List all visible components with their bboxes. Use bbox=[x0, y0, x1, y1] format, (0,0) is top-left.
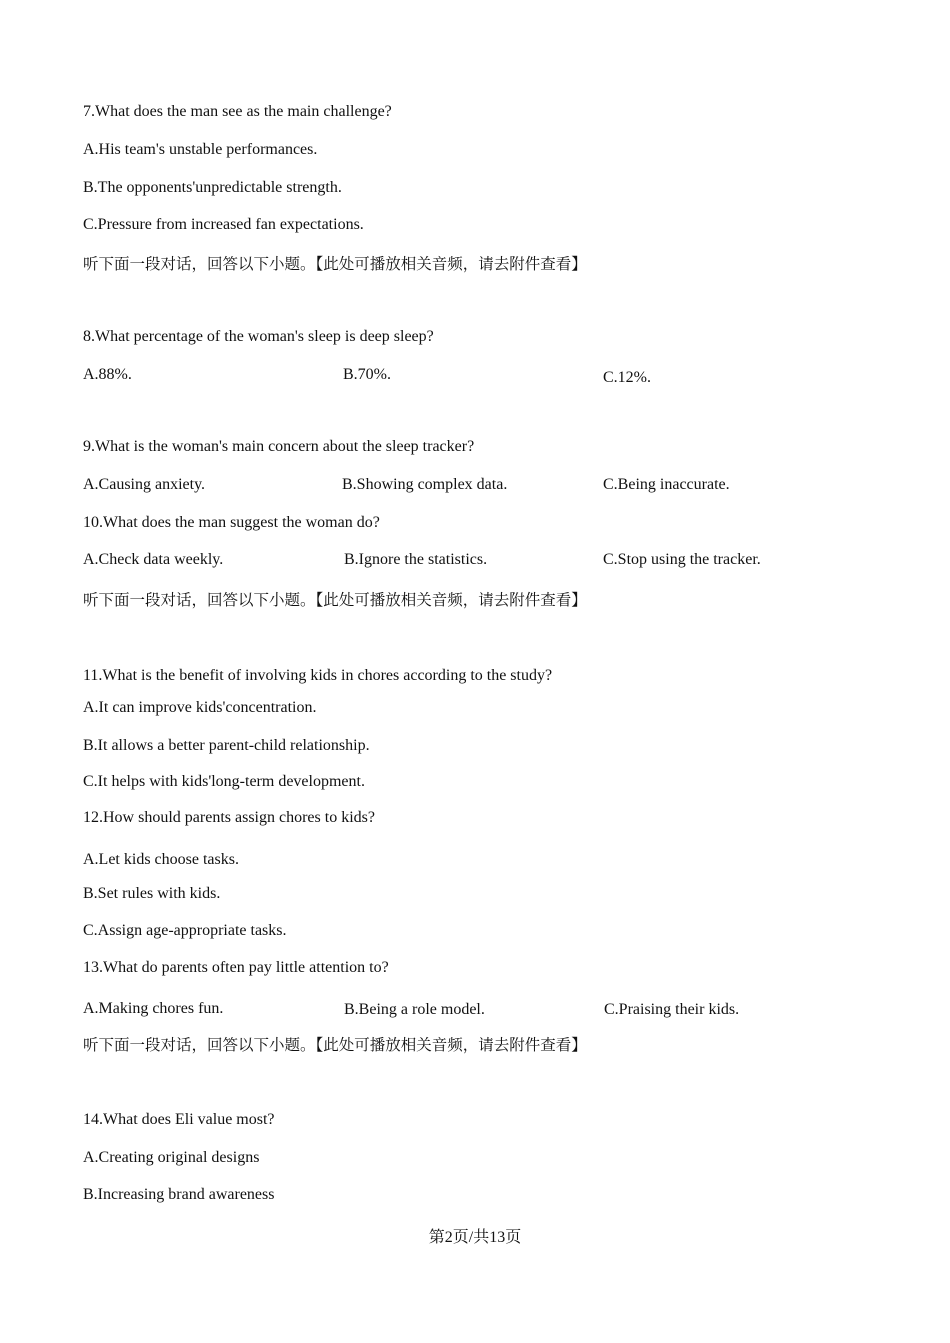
q10-option-c: C.Stop using the tracker. bbox=[603, 551, 761, 568]
q8-option-b: B.70%. bbox=[343, 366, 391, 383]
q7-option-b: B.The opponents'unpredictable strength. bbox=[83, 179, 342, 196]
q13-option-c: C.Praising their kids. bbox=[604, 1001, 740, 1018]
q13-option-a: A.Making chores fun. bbox=[83, 1000, 224, 1017]
q12-question: 12.How should parents assign chores to kids? bbox=[83, 809, 375, 826]
listening-instruction-1: 听下面一段对话，回答以下小题。【此处可播放相关音频，请去附件查看】 bbox=[83, 255, 587, 273]
q14-option-a: A.Creating original designs bbox=[83, 1149, 260, 1166]
q13-question: 13.What do parents often pay little attention to? bbox=[83, 959, 389, 976]
q9-question: 9.What is the woman's main concern about the sleep tracker? bbox=[83, 438, 475, 455]
q11-option-b: B.It allows a better parent-child relationship. bbox=[83, 737, 370, 754]
q8-question: 8.What percentage of the woman's sleep is deep sleep? bbox=[83, 328, 434, 345]
q11-option-c: C.It helps with kids'long-term development. bbox=[83, 773, 365, 790]
listening-instruction-2: 听下面一段对话，回答以下小题。【此处可播放相关音频，请去附件查看】 bbox=[83, 591, 587, 609]
q8-option-a: A.88%. bbox=[83, 366, 132, 383]
q12-option-b: B.Set rules with kids. bbox=[83, 885, 221, 902]
q14-question: 14.What does Eli value most? bbox=[83, 1111, 275, 1128]
q14-option-b: B.Increasing brand awareness bbox=[83, 1186, 275, 1203]
q10-option-b: B.Ignore the statistics. bbox=[344, 551, 488, 568]
q8-option-c: C.12%. bbox=[603, 369, 651, 386]
q10-option-a: A.Check data weekly. bbox=[83, 551, 224, 568]
page-footer: 第2页/共13页 bbox=[428, 1229, 522, 1246]
q9-option-b: B.Showing complex data. bbox=[342, 476, 508, 493]
q7-option-c: C.Pressure from increased fan expectations. bbox=[83, 216, 364, 233]
q9-option-a: A.Causing anxiety. bbox=[83, 476, 206, 493]
q9-option-c: C.Being inaccurate. bbox=[603, 476, 730, 493]
q12-option-c: C.Assign age-appropriate tasks. bbox=[83, 922, 287, 939]
q10-question: 10.What does the man suggest the woman do? bbox=[83, 514, 380, 531]
q12-option-a: A.Let kids choose tasks. bbox=[83, 851, 239, 868]
listening-instruction-3: 听下面一段对话，回答以下小题。【此处可播放相关音频，请去附件查看】 bbox=[83, 1036, 587, 1054]
q11-question: 11.What is the benefit of involving kids in chores according to the study? bbox=[83, 667, 553, 684]
q13-option-b: B.Being a role model. bbox=[344, 1001, 485, 1018]
q7-option-a: A.His team's unstable performances. bbox=[83, 141, 318, 158]
q11-option-a: A.It can improve kids'concentration. bbox=[83, 699, 317, 716]
q7-question: 7.What does the man see as the main challenge? bbox=[83, 103, 392, 120]
